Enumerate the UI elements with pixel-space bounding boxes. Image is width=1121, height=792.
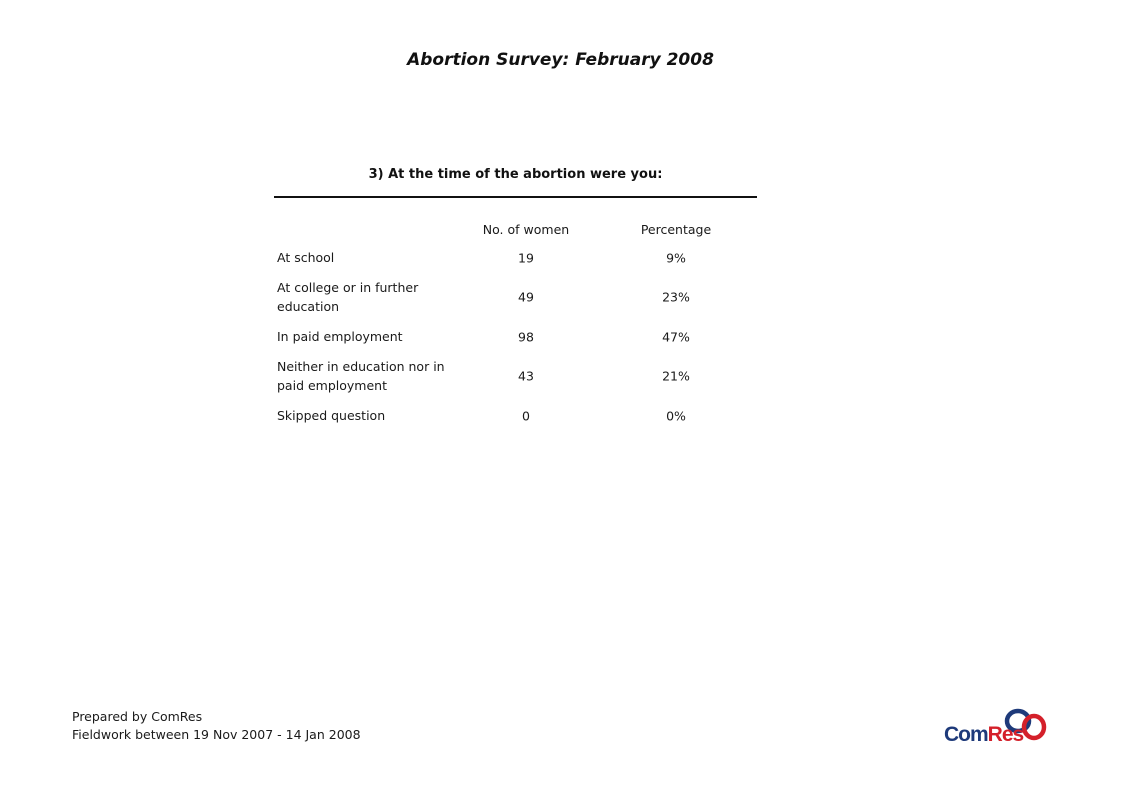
table-row bbox=[277, 357, 757, 395]
row-percent: 0% bbox=[666, 408, 686, 423]
document-title: Abortion Survey: February 2008 bbox=[407, 50, 714, 70]
row-label: Neither in education nor in paid employment bbox=[277, 359, 445, 393]
row-percent: 21% bbox=[662, 368, 690, 384]
row-percent: 47% bbox=[662, 329, 690, 344]
row-percent: 23% bbox=[662, 289, 690, 305]
table-header-row bbox=[277, 222, 757, 240]
table-row bbox=[277, 406, 757, 425]
prepared-by-text: Prepared by ComRes bbox=[72, 709, 203, 724]
comres-wordmark bbox=[944, 723, 1023, 747]
question-heading: 3) At the time of the abortion were you: bbox=[368, 167, 663, 182]
row-label: Skipped question bbox=[277, 408, 386, 423]
logo-text-com: Com bbox=[944, 723, 988, 746]
row-label: At school bbox=[277, 250, 335, 265]
comres-logo bbox=[940, 705, 1055, 751]
header-rule bbox=[274, 196, 757, 198]
row-count: 43 bbox=[518, 368, 534, 384]
logo-text-res: Res bbox=[987, 723, 1024, 746]
row-count: 0 bbox=[522, 408, 530, 423]
fieldwork-dates-text: Fieldwork between 19 Nov 2007 - 14 Jan 2008 bbox=[72, 727, 361, 742]
row-label: In paid employment bbox=[277, 329, 403, 344]
footer bbox=[72, 708, 361, 744]
row-percent: 9% bbox=[666, 250, 686, 265]
table-row bbox=[277, 248, 757, 267]
results-table bbox=[277, 222, 757, 425]
table-row bbox=[277, 278, 757, 316]
row-label: At college or in further education bbox=[277, 280, 419, 314]
row-count: 98 bbox=[518, 329, 534, 344]
table-row bbox=[277, 327, 757, 346]
column-header-percent: Percentage bbox=[640, 222, 712, 237]
column-header-count: No. of women bbox=[482, 222, 570, 237]
row-count: 19 bbox=[518, 250, 534, 265]
row-count: 49 bbox=[518, 289, 534, 305]
